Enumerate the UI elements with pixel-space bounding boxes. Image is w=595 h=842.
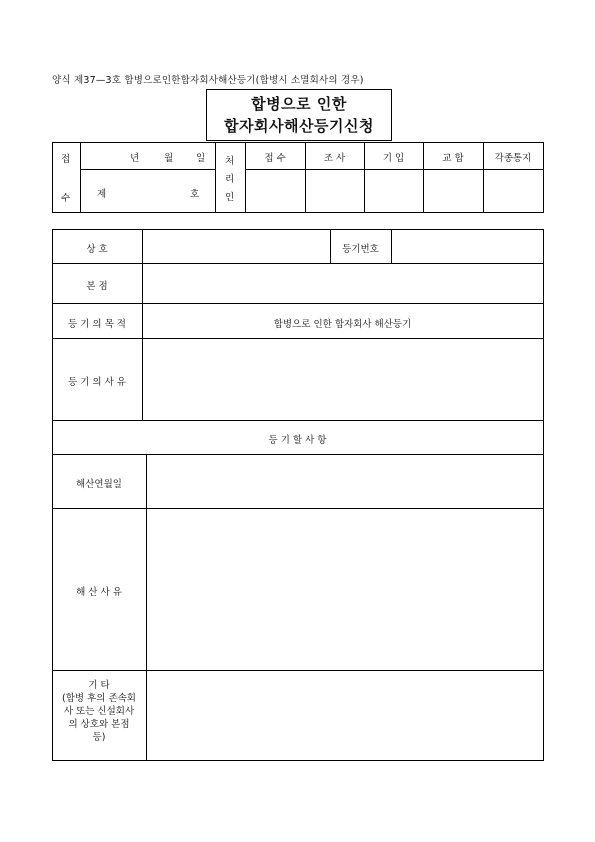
processor-label-3: 인 [225,192,235,203]
title-line-2: 합자회사해산등기신청 [224,117,374,135]
trade-name-field[interactable] [143,230,329,263]
dissolution-reason-field[interactable] [147,509,542,670]
reception-year: 년 [130,153,140,164]
title-line-1: 합병으로 인한 [251,95,347,113]
registration-purpose-value: 합병으로 인한 합자회사 해산등기 [273,319,412,330]
col-collation: 교 합 [442,153,464,164]
label-other-line-4: 의 상호와 본점 [68,719,130,730]
reception-side-bottom: 수 [61,193,71,204]
label-dissolution-reason: 해 산 사 유 [76,587,122,598]
dissolution-date-field[interactable] [147,455,542,508]
other-field[interactable] [147,671,542,760]
reception-day: 일 [196,153,206,164]
label-registration-number: 등기번호 [342,244,379,255]
label-other-line-3: 사 또는 신설회사 [63,706,135,717]
label-dissolution-date: 해산연월일 [76,479,122,490]
reception-side-top: 접 [61,154,71,165]
label-head-office: 본 점 [86,281,108,292]
reception-month: 월 [164,153,174,164]
processor-label-2: 리 [225,174,235,185]
matters-to-register-header: 등 기 할 사 항 [268,435,327,446]
col-review: 조 사 [323,153,346,164]
form-code: 양식 제37—3호 합병으로인한합자회사해산등기(합병시 소멸회사의 경우) [52,75,364,86]
form-title-box [206,89,392,141]
label-other-line-1: 기 타 [88,680,110,691]
label-other-line-5: 등) [92,732,106,743]
col-entry: 기 입 [382,153,405,164]
label-registration-purpose: 등 기 의 목 적 [68,319,126,330]
label-registration-reason: 등 기 의 사 유 [68,377,126,388]
label-trade-name: 상 호 [86,244,108,255]
registration-number-field[interactable] [392,230,542,263]
label-other-line-2: (합병 후의 존속회 [62,693,136,704]
reception-number-suffix: 호 [190,189,200,200]
col-reception: 접 수 [264,153,286,164]
col-notices: 각종통지 [494,153,532,164]
registration-reason-field[interactable] [143,339,542,420]
head-office-field[interactable] [143,264,542,303]
processor-label-1: 처 [225,156,235,167]
label-other [52,679,146,744]
reception-number-prefix: 제 [97,189,107,200]
